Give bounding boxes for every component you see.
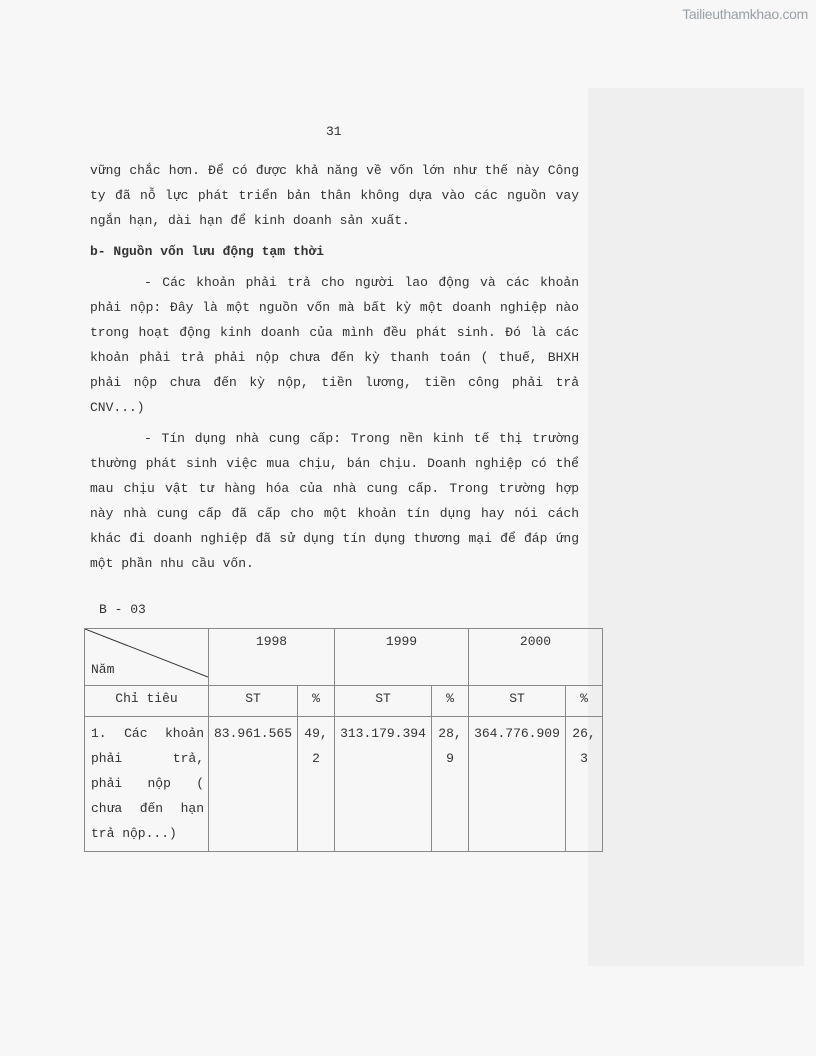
corner-bottom-label: Chỉ tiêu [85, 686, 209, 717]
row-label-line: 1. Các khoản [91, 726, 204, 741]
corner-cell [85, 629, 209, 686]
st-header-1999: ST [335, 686, 432, 717]
value-st-2000: 364.776.909 [469, 717, 566, 852]
year-header-1999: 1999 [335, 629, 469, 686]
document-body [90, 158, 579, 576]
pct-header-1998: % [298, 686, 335, 717]
paragraph-1: vững chắc hơn. Để có được khả năng về vốn lớn như thế này Công ty đã nỗ lực phát triển bản thân không dựa vào các nguồn vay ngắn hạn, dài hạn để kinh doanh sản xuất. [90, 163, 579, 228]
page-number: 31 [326, 124, 342, 139]
pct-header-1999: % [432, 686, 469, 717]
section-heading: b- Nguồn vốn lưu động tạm thời [90, 244, 325, 259]
value-pct-2000: 26,3 [566, 717, 603, 852]
year-header-2000: 2000 [469, 629, 603, 686]
pct-header-2000: % [566, 686, 603, 717]
value-st-1998: 83.961.565 [209, 717, 298, 852]
value-pct-1998: 49,2 [298, 717, 335, 852]
table-label: B - 03 [99, 602, 146, 617]
paragraph-3: - Tín dụng nhà cung cấp: Trong nền kinh tế thị trường thường phát sinh việc mua chịu, bán chịu. Doanh nghiệp có thể mau chịu vật tư hàng hóa của nhà cung cấp. Trong trường hợp này nhà cung cấp đã cấp cho một khoản tín dụng hay nói cách khác đi doanh nghiệp đã sử dụng tín dụng thương mại để đáp ứng một phần nhu cầu vốn. [90, 431, 579, 571]
year-header-1998: 1998 [209, 629, 335, 686]
row-label-line: chưa đến hạn [91, 801, 204, 816]
data-table [84, 628, 603, 852]
value-pct-1999: 28,9 [432, 717, 469, 852]
value-st-1999: 313.179.394 [335, 717, 432, 852]
row-label-line: phải trả, [91, 751, 204, 766]
row-label-cell [85, 717, 209, 852]
corner-top-label: Năm [91, 662, 115, 677]
watermark: Tailieuthamkhao.com [682, 6, 808, 22]
st-header-2000: ST [469, 686, 566, 717]
st-header-1998: ST [209, 686, 298, 717]
row-label-line: phải nộp ( [91, 776, 204, 791]
paragraph-2: - Các khoản phải trả cho người lao động và các khoản phải nộp: Đây là một nguồn vốn mà bất kỳ một doanh nghiệp nào trong hoạt động kinh doanh của mình đều phát sinh. Đó là các khoản phải trả phải nộp chưa đến kỳ thanh toán ( thuế, BHXH phải nộp chưa đến kỳ nộp, tiền lương, tiền công phải trả CNV...) [90, 275, 579, 415]
side-panel [588, 88, 804, 966]
row-label-line: trả nộp...) [91, 826, 177, 841]
